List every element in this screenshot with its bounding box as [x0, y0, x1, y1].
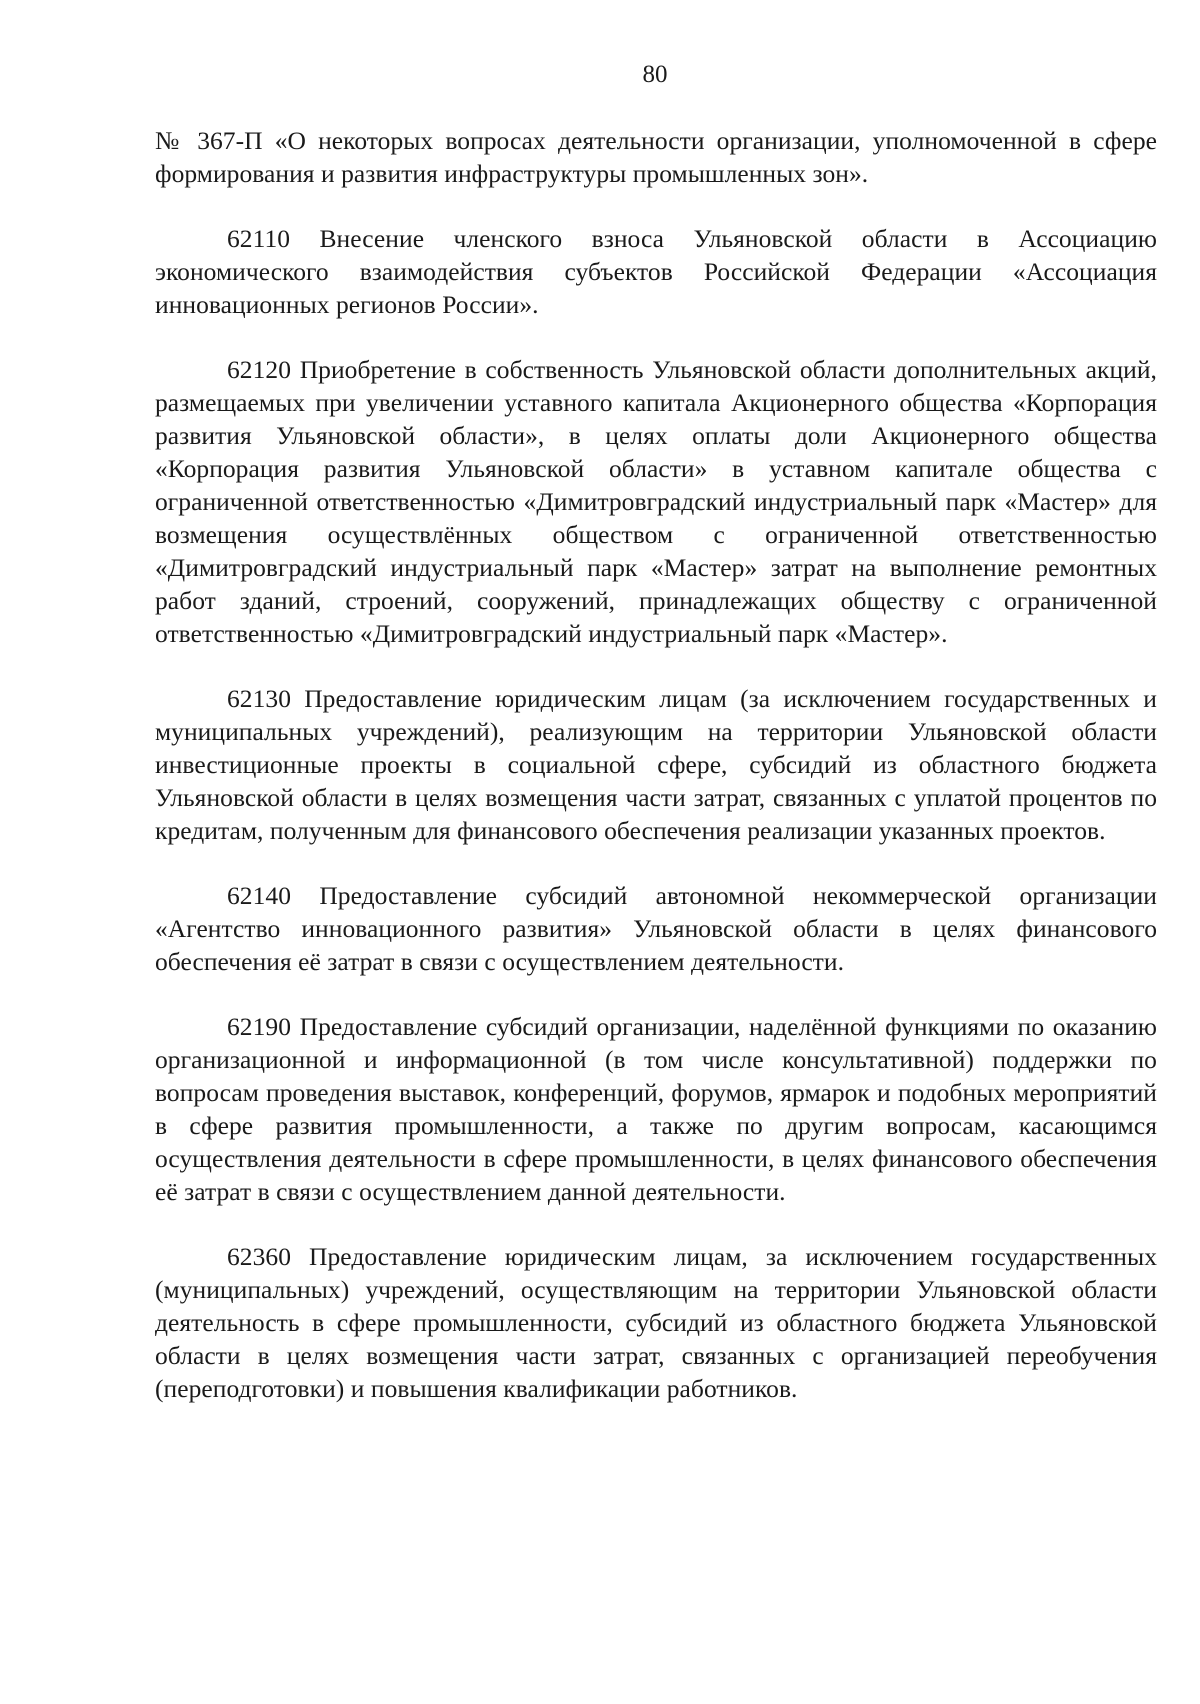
- paragraph-62120: 62120 Приобретение в собственность Ульяновской области дополнительных акций, размещаемых при увеличении уставного капитала Акционерного общества «Корпорация развития Ульяновской области», в целях оплаты доли Акционерного общества «Корпорация развития Ульяновской области» в уставном капитале общества с ограниченной ответственностью «Димитровградский индустриальный парк «Мастер» для возмещения осуществлённых обществом с ограниченной ответственностью «Димитровградский индустриальный парк «Мастер» затрат на выполнение ремонтных работ зданий, строений, сооружений, принадлежащих обществу с ограниченной ответственностью «Димитровградский индустриальный парк «Мастер».: [155, 355, 1157, 648]
- document-body: [155, 124, 1157, 1437]
- page-number: 80: [642, 61, 668, 88]
- paragraph-continuation: № 367-П «О некоторых вопросах деятельности организации, уполномоченной в сфере формирования и развития инфраструктуры промышленных зон».: [155, 126, 1157, 188]
- paragraph-62140: 62140 Предоставление субсидий автономной некоммерческой организации «Агентство инновационного развития» Ульяновской области в целях финансового обеспечения её затрат в связи с осуществлением деятельности.: [155, 881, 1157, 976]
- paragraph-62110: 62110 Внесение членского взноса Ульяновской области в Ассоциацию экономического взаимодействия субъектов Российской Федерации «Ассоциация инновационных регионов России».: [155, 224, 1157, 319]
- paragraph-62190: 62190 Предоставление субсидий организации, наделённой функциями по оказанию организационной и информационной (в том числе консультативной) поддержки по вопросам проведения выставок, конференций, форумов, ярмарок и подобных мероприятий в сфере развития промышленности, а также по другим вопросам, касающимся осуществления деятельности в сфере промышленности, в целях финансового обеспечения её затрат в связи с осуществлением данной деятельности.: [155, 1012, 1157, 1206]
- paragraph-62130: 62130 Предоставление юридическим лицам (за исключением государственных и муниципальных учреждений), реализующим на территории Ульяновской области инвестиционные проекты в социальной сфере, субсидий из областного бюджета Ульяновской области в целях возмещения части затрат, связанных с уплатой процентов по кредитам, полученным для финансового обеспечения реализации указанных проектов.: [155, 684, 1157, 845]
- paragraph-62360: 62360 Предоставление юридическим лицам, за исключением государственных (муниципальных) учреждений, осуществляющим на территории Ульяновской области деятельность в сфере промышленности, субсидий из областного бюджета Ульяновской области в целях возмещения части затрат, связанных с организацией переобучения (переподготовки) и повышения квалификации работников.: [155, 1242, 1157, 1403]
